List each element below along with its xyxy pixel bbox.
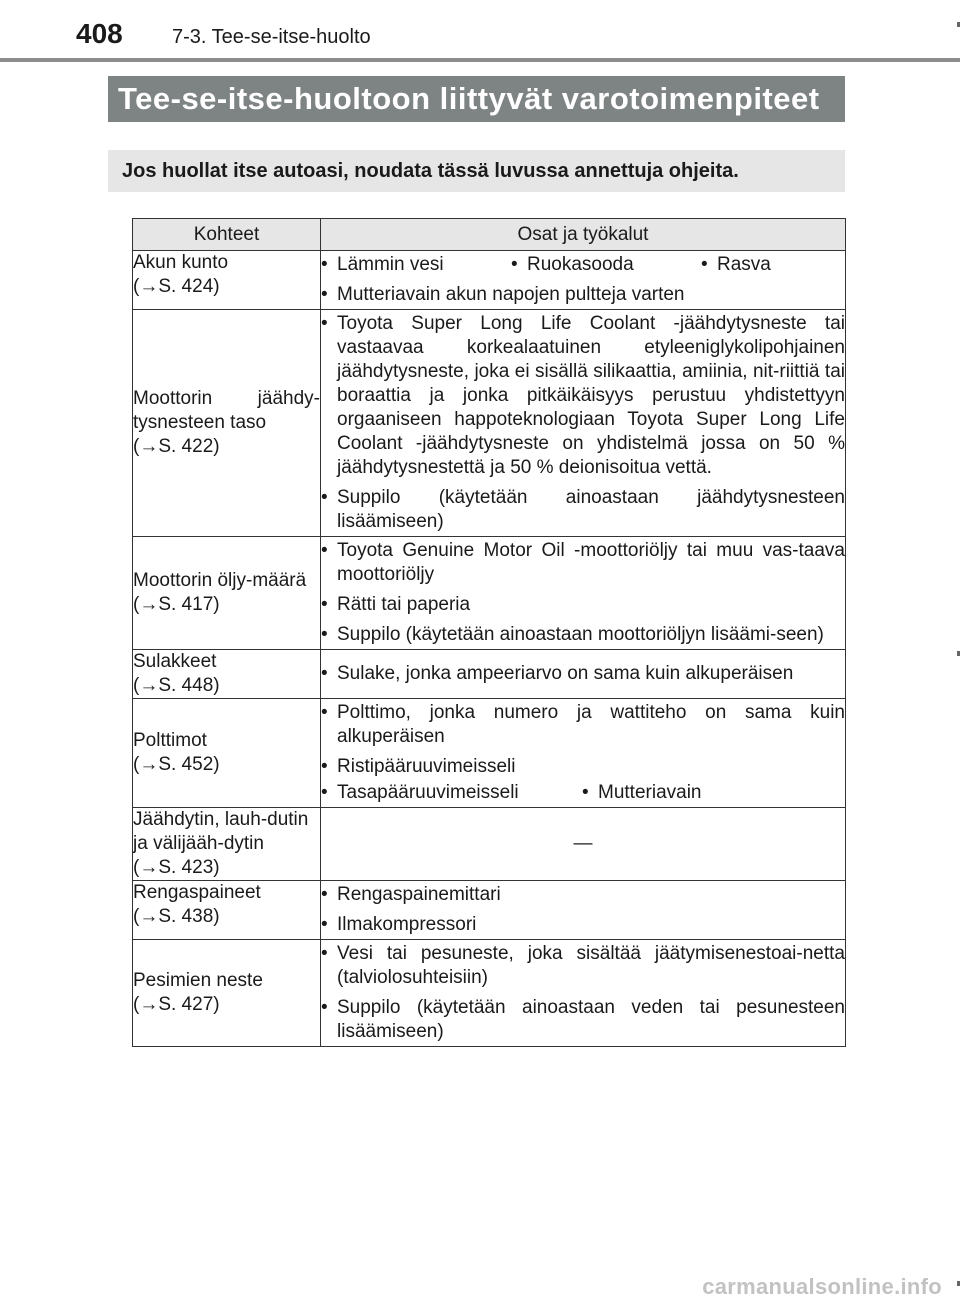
item-cell [133, 808, 321, 881]
tool-list [321, 883, 845, 937]
table-row [133, 881, 846, 940]
list-item: • Ilmakompressori [321, 913, 845, 937]
tool-list [321, 312, 845, 534]
page-reference: (→S. 438) [133, 906, 220, 927]
table-row [133, 940, 846, 1047]
item-cell [133, 940, 321, 1047]
item-cell [133, 699, 321, 808]
item-cell [133, 881, 321, 940]
item-cell [133, 310, 321, 537]
section-heading: 7-3. Tee-se-itse-huolto [172, 26, 371, 48]
list-item: • Sulake, jonka ampeeriarvo on sama kuin alkuperäisen [321, 662, 845, 686]
watermark-text: carmanualsonline.info [702, 1274, 942, 1299]
item-name: Sulakkeet [133, 651, 217, 672]
tool-list [321, 942, 845, 1044]
item-name: Pesimien neste [133, 970, 263, 991]
item-name: Akun kunto [133, 252, 229, 273]
item-cell [133, 537, 321, 650]
tools-cell [321, 699, 846, 808]
tool-list [321, 701, 845, 779]
list-item: • Rätti tai paperia [321, 593, 845, 617]
table-header-row [133, 219, 846, 251]
inline-tool-row [321, 781, 845, 805]
list-item: • Polttimo, jonka numero ja wattiteho on sama kuin alkuperäisen [321, 701, 845, 749]
table-row [133, 650, 846, 699]
table-row [133, 251, 846, 310]
item-name: Jäähdytin, lauh-dutin ja välijääh-dytin [133, 809, 309, 854]
list-item: • Suppilo (käytetään ainoastaan moottoriöljyn lisäämi-seen) [321, 623, 845, 647]
table-row [133, 537, 846, 650]
tools-cell [321, 808, 846, 881]
tools-cell [321, 310, 846, 537]
page-reference: (→S. 423) [133, 857, 220, 878]
list-item: • Lämmin vesi [321, 253, 511, 277]
item-cell [133, 650, 321, 699]
list-item: • Mutteriavain akun napojen pultteja varten [321, 283, 845, 307]
parts-table [132, 218, 846, 1047]
list-item: • Suppilo (käytetään ainoastaan veden tai pesunesteen lisäämiseen) [321, 996, 845, 1044]
tool-list [321, 662, 845, 686]
item-name: Polttimot [133, 730, 207, 751]
page-reference: (→S. 452) [133, 754, 220, 775]
page-reference: (→S. 422) [133, 436, 220, 457]
tools-cell [321, 251, 846, 310]
column-header-items: Kohteet [133, 219, 321, 251]
list-item: • Rengaspainemittari [321, 883, 845, 907]
list-item: • Toyota Genuine Motor Oil -moottoriöljy tai muu vas-taava moottoriöljy [321, 539, 845, 587]
tools-cell [321, 537, 846, 650]
table-row [133, 310, 846, 537]
tools-cell [321, 940, 846, 1047]
tools-cell [321, 881, 846, 940]
list-item: • Toyota Super Long Life Coolant -jäähdytysneste tai vastaavaa korkealaatuinen etyleeniglykolipohjainen jäähdytysneste, joka ei sisällä silikaattia, amiinia, nit-riittiä tai boraattia ja jonka pitkäikäisyys perustuu yhdistettyyn orgaaniseen happoteknologiaan Toyota Super Long Life Coolant -jäähdytysneste on yhdistelmä jossa on 50 % jäähdytysnestettä ja 50 % deionisoitua vettä. [321, 312, 845, 480]
list-item: • Mutteriavain [582, 781, 702, 805]
page-reference: (→S. 424) [133, 276, 220, 297]
tools-cell [321, 650, 846, 699]
list-item: • Suppilo (käytetään ainoastaan jäähdytysnesteen lisäämiseen) [321, 486, 845, 534]
tool-list [321, 539, 845, 647]
item-cell [133, 251, 321, 310]
page-title: Tee-se-itse-huoltoon liittyvät varotoimenpiteet [118, 81, 820, 116]
page-reference: (→S. 417) [133, 594, 220, 615]
page-number: 408 [76, 18, 123, 49]
tool-list [321, 283, 845, 307]
list-item: • Rasva [701, 253, 771, 277]
list-item: • Ruokasooda [511, 253, 701, 277]
list-item: • Vesi tai pesuneste, joka sisältää jäätymisenestoai-netta (talviolosuhteisiin) [321, 942, 845, 990]
table-row [133, 699, 846, 808]
item-name: Rengaspaineet [133, 882, 261, 903]
page-reference: (→S. 448) [133, 675, 220, 696]
inline-tool-row [321, 253, 845, 277]
column-header-tools: Osat ja työkalut [321, 219, 846, 251]
title-banner [108, 76, 845, 122]
item-name: Moottorin jäähdy-tysnesteen taso [133, 388, 320, 433]
page-reference: (→S. 427) [133, 994, 220, 1015]
item-name: Moottorin öljy-määrä [133, 570, 307, 591]
empty-dash: — [573, 833, 593, 854]
table-row [133, 808, 846, 881]
intro-text: Jos huollat itse autoasi, noudata tässä luvussa annettuja ohjeita. [122, 159, 739, 182]
header-divider [0, 58, 960, 62]
intro-box [108, 150, 845, 192]
list-item: • Ristipääruuvimeisseli [321, 755, 845, 779]
list-item: • Tasapääruuvimeisseli [321, 781, 582, 805]
